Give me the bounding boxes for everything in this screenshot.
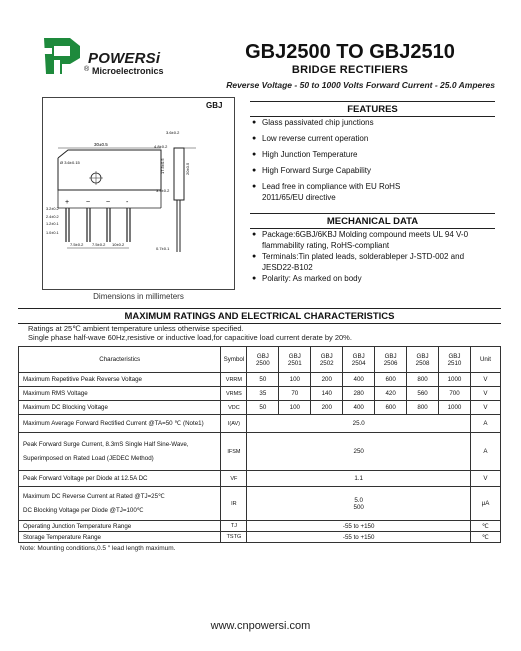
col-symbol: Symbol [221,347,247,373]
part-title: GBJ2500 TO GBJ2510 [245,41,455,63]
table-row: Peak Forward Surge Current, 8.3mS Single Half Sine-Wave, Superimposed on Rated Load (JEDEC Method) IFSM 250 A [19,433,501,471]
width-dimension: 30±0.5 [94,142,108,147]
col-part-2500: GBJ 2500 [247,347,279,373]
right-dim-a: 4.8±0.2 [154,144,168,149]
pin-mark-minus: - [126,199,129,206]
right-dim-b: 3.4±0.2 [156,188,170,193]
table-note: Note: Mounting conditions,0.5 ″ lead length maximum. [20,545,176,552]
brand-subtitle: Microelectronics [92,66,164,76]
left-dim-b: 2.4±0.2 [46,215,59,219]
left-dim-a: 3.2±0.2 [46,207,59,211]
col-part-2510: GBJ 2510 [439,347,471,373]
col-part-2506: GBJ 2506 [375,347,407,373]
pitch-dim-2: 7.5±0.2 [92,242,106,247]
top-right-dim: 3.6±0.2 [166,130,180,135]
mechanical-item: ● Polarity: As marked on body [252,274,497,285]
brand-name: POWERSi [88,50,161,67]
left-dim-c: 1.2±0.1 [46,222,59,226]
features-list [252,117,497,208]
brand-registered-mark: ® [84,66,90,73]
pitch-dim-1: 7.5±0.2 [70,242,84,247]
condition-line-2: Single phase half-wave 60Hz,resistive or inductive load,for capacitive load current derate by 20%. [28,333,352,342]
package-label: GBJ [206,101,223,110]
mechanical-heading: MECHANICAL DATA [250,213,495,229]
lead-thickness-dim: 0.7±0.1 [156,246,170,251]
ratings-table [18,346,501,543]
table-row: Maximum DC Blocking Voltage VDC 50 100 200 400 600 800 1000 V [19,401,501,415]
feature-item: ● Glass passivated chip junctions [252,117,497,128]
powersi-logo-icon [40,34,84,78]
table-row: Storage Temperature Range TSTG -55 to +150 ℃ [19,532,501,543]
table-row: Operating Junction Temperature Range TJ -55 to +150 ℃ [19,521,501,532]
feature-item: ● Low reverse current operation [252,133,497,144]
height-dim-a: 20±0.5 [185,162,190,175]
max-ratings-heading: MAXIMUM RATINGS AND ELECTRICAL CHARACTERISTICS [18,308,501,324]
feature-item: ● High Junction Temperature [252,149,497,160]
dimensions-note: Dimensions in millimeters [93,292,184,301]
table-row: Peak Forward Voltage per Diode at 12.5A DC VF 1.1 V [19,471,501,487]
col-part-2504: GBJ 2504 [343,347,375,373]
col-part-2502: GBJ 2502 [311,347,343,373]
col-unit: Unit [470,347,500,373]
table-row: Maximum Average Forward Rectified Current @TA=50 ℃ (Note1) I(AV) 25.0 A [19,415,501,433]
feature-item: ● Lead free in compliance with EU RoHS 2011/65/EU directive [252,181,442,203]
ratings-summary: Reverse Voltage - 50 to 1000 Volts Forward Current - 25.0 Amperes [226,80,495,90]
table-row: Maximum RMS Voltage VRMS 35 70 140 280 420 560 700 V [19,387,501,401]
footer-url-link[interactable]: www.cnpowersi.com [210,620,311,632]
left-dim-d: 1.0±0.1 [46,231,59,235]
mechanical-item: ● Terminals:Tin plated leads, solderableper J-STD-002 and JESD22-B102 [252,252,497,273]
condition-line-1: Ratings at 25℃ ambient temperature unless otherwise specified. [28,324,244,333]
pitch-dim-3: 10±0.2 [112,242,125,247]
part-subtitle: BRIDGE RECTIFIERS [291,64,409,76]
table-row: Maximum Repetitive Peak Reverse Voltage VRRM 50 100 200 400 600 800 1000 V [19,373,501,387]
table-header-row [19,347,501,373]
pin-mark-plus: + [65,199,70,206]
package-outline-drawing [46,112,232,262]
table-row: Maximum DC Reverse Current at Rated @TJ=25℃ DC Blocking Voltage per Diode @TJ=100℃ IR 5.0 500 μA [19,487,501,521]
height-dim-b: 17.5±0.5 [160,158,165,174]
mechanical-list [252,230,497,286]
pin-mark-ac2: ~ [106,199,111,206]
hole-dimension: Ø 3.6±0.15 [60,160,80,165]
col-part-2501: GBJ 2501 [279,347,311,373]
col-part-2508: GBJ 2508 [407,347,439,373]
pin-mark-ac1: ~ [86,199,91,206]
mechanical-item: ● Package:6GBJ/6KBJ Molding compound meets UL 94 V-0 flammability rating, RoHS-compliant [252,230,497,251]
feature-item: ● High Forward Surge Capability [252,165,497,176]
features-heading: FEATURES [250,101,495,117]
col-characteristics: Characteristics [19,347,221,373]
